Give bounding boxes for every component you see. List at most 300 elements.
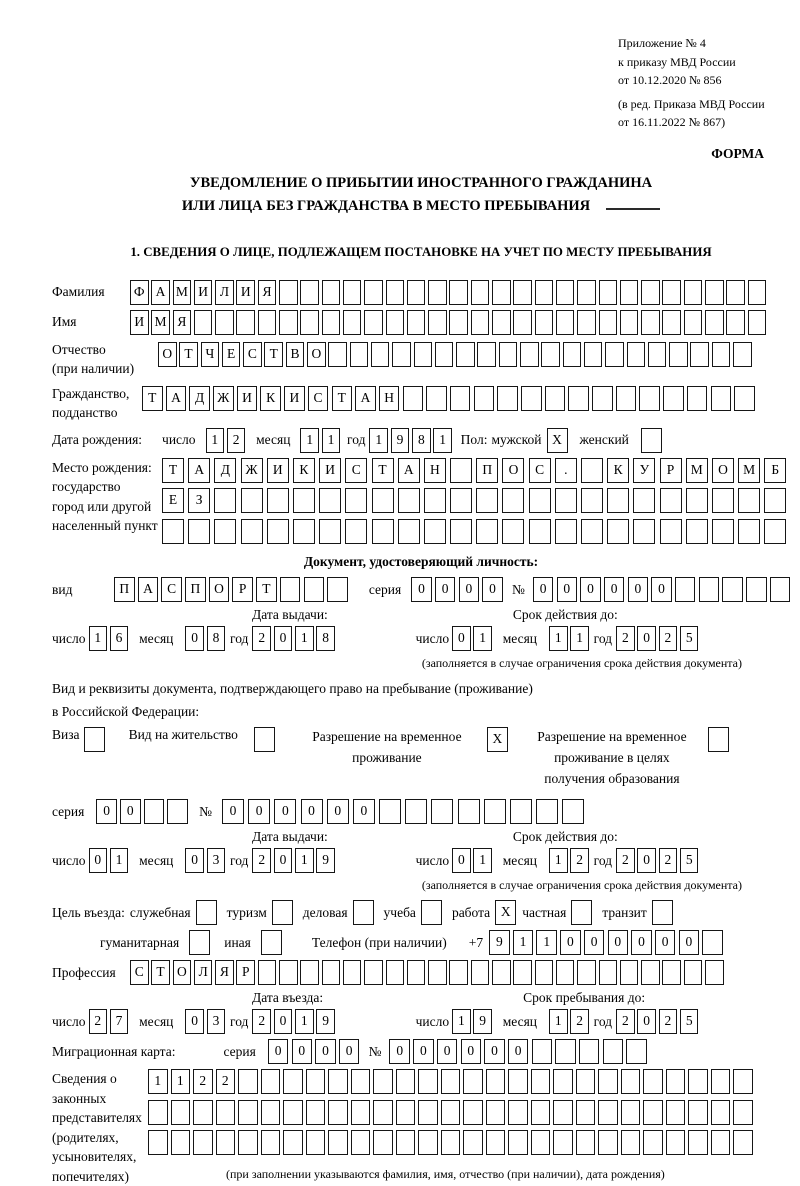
form-cell[interactable] <box>345 488 367 513</box>
form-cell[interactable] <box>463 1100 483 1125</box>
form-cell[interactable] <box>553 1069 573 1094</box>
form-cell[interactable] <box>343 280 362 305</box>
form-cell[interactable] <box>486 1130 506 1155</box>
form-cell[interactable] <box>463 1069 483 1094</box>
form-cell[interactable]: 1 <box>473 626 492 651</box>
form-cell[interactable] <box>216 1130 236 1155</box>
form-cell[interactable]: 0 <box>411 577 432 602</box>
form-cell[interactable] <box>319 519 341 544</box>
form-cell[interactable]: X <box>495 900 516 925</box>
form-cell[interactable]: С <box>243 342 262 367</box>
form-cell[interactable]: 2 <box>570 848 589 873</box>
form-cell[interactable]: С <box>345 458 367 483</box>
form-cell[interactable] <box>690 342 709 367</box>
form-cell[interactable] <box>171 1130 191 1155</box>
form-cell[interactable] <box>568 386 589 411</box>
form-cell[interactable] <box>577 280 596 305</box>
form-cell[interactable] <box>477 342 496 367</box>
form-cell[interactable]: 1 <box>452 1009 471 1034</box>
form-cell[interactable]: Т <box>332 386 353 411</box>
form-cell[interactable] <box>418 1130 438 1155</box>
form-cell[interactable] <box>563 342 582 367</box>
form-cell[interactable]: 1 <box>322 428 341 453</box>
form-cell[interactable] <box>414 342 433 367</box>
form-cell[interactable] <box>669 342 688 367</box>
form-cell[interactable] <box>167 799 188 824</box>
form-cell[interactable] <box>319 488 341 513</box>
form-cell[interactable] <box>711 1130 731 1155</box>
form-cell[interactable] <box>555 1039 576 1064</box>
form-cell[interactable]: 0 <box>222 799 244 824</box>
form-cell[interactable] <box>474 386 495 411</box>
form-cell[interactable]: О <box>158 342 177 367</box>
form-cell[interactable] <box>216 1100 236 1125</box>
form-cell[interactable]: 0 <box>452 626 471 651</box>
form-cell[interactable] <box>236 310 255 335</box>
form-cell[interactable] <box>499 342 518 367</box>
form-cell[interactable] <box>441 1100 461 1125</box>
form-cell[interactable] <box>194 310 213 335</box>
form-cell[interactable]: 2 <box>252 1009 271 1034</box>
form-cell[interactable] <box>261 930 282 955</box>
form-cell[interactable] <box>705 280 724 305</box>
form-cell[interactable]: Ч <box>201 342 220 367</box>
form-cell[interactable] <box>193 1100 213 1125</box>
form-cell[interactable] <box>476 488 498 513</box>
form-cell[interactable] <box>418 1069 438 1094</box>
form-cell[interactable] <box>196 900 217 925</box>
form-cell[interactable]: 2 <box>89 1009 108 1034</box>
form-cell[interactable]: 2 <box>659 1009 678 1034</box>
form-cell[interactable] <box>456 342 475 367</box>
form-cell[interactable] <box>531 1130 551 1155</box>
form-cell[interactable] <box>738 519 760 544</box>
form-cell[interactable] <box>626 1039 647 1064</box>
form-cell[interactable] <box>529 488 551 513</box>
form-cell[interactable]: 0 <box>274 799 296 824</box>
form-cell[interactable] <box>241 488 263 513</box>
form-cell[interactable]: И <box>237 386 258 411</box>
form-cell[interactable] <box>686 488 708 513</box>
form-cell[interactable] <box>633 519 655 544</box>
form-cell[interactable] <box>405 799 427 824</box>
form-cell[interactable] <box>279 310 298 335</box>
form-cell[interactable] <box>662 960 681 985</box>
form-cell[interactable]: 0 <box>482 577 503 602</box>
form-cell[interactable]: П <box>185 577 206 602</box>
form-cell[interactable]: 0 <box>327 799 349 824</box>
form-cell[interactable]: С <box>161 577 182 602</box>
form-cell[interactable] <box>663 386 684 411</box>
form-cell[interactable]: 2 <box>252 848 271 873</box>
form-cell[interactable] <box>556 310 575 335</box>
form-cell[interactable]: А <box>138 577 159 602</box>
form-cell[interactable]: 5 <box>680 848 699 873</box>
form-cell[interactable]: 0 <box>120 799 141 824</box>
form-cell[interactable] <box>293 488 315 513</box>
form-cell[interactable] <box>351 1069 371 1094</box>
form-cell[interactable]: И <box>319 458 341 483</box>
form-cell[interactable] <box>258 960 277 985</box>
form-cell[interactable] <box>571 900 592 925</box>
form-cell[interactable] <box>621 1100 641 1125</box>
form-cell[interactable] <box>407 310 426 335</box>
form-cell[interactable] <box>486 1069 506 1094</box>
form-cell[interactable]: А <box>355 386 376 411</box>
form-cell[interactable] <box>541 342 560 367</box>
form-cell[interactable]: Т <box>162 458 184 483</box>
form-cell[interactable]: 9 <box>316 848 335 873</box>
form-cell[interactable]: Т <box>264 342 283 367</box>
form-cell[interactable] <box>641 428 662 453</box>
form-cell[interactable]: 2 <box>252 626 271 651</box>
form-cell[interactable] <box>441 1069 461 1094</box>
form-cell[interactable]: 0 <box>301 799 323 824</box>
form-cell[interactable] <box>520 342 539 367</box>
form-cell[interactable] <box>407 280 426 305</box>
form-cell[interactable] <box>441 1130 461 1155</box>
form-cell[interactable] <box>396 1069 416 1094</box>
form-cell[interactable] <box>343 960 362 985</box>
form-cell[interactable]: 1 <box>295 626 314 651</box>
form-cell[interactable] <box>364 960 383 985</box>
form-cell[interactable] <box>343 310 362 335</box>
form-cell[interactable] <box>306 1130 326 1155</box>
form-cell[interactable]: 2 <box>193 1069 213 1094</box>
form-cell[interactable] <box>733 1130 753 1155</box>
form-cell[interactable] <box>328 1130 348 1155</box>
form-cell[interactable] <box>711 386 732 411</box>
form-cell[interactable]: 0 <box>459 577 480 602</box>
form-cell[interactable]: Е <box>162 488 184 513</box>
form-cell[interactable] <box>581 488 603 513</box>
form-cell[interactable]: 1 <box>300 428 319 453</box>
form-cell[interactable] <box>435 342 454 367</box>
form-cell[interactable] <box>373 1069 393 1094</box>
form-cell[interactable]: 1 <box>89 626 108 651</box>
form-cell[interactable]: 2 <box>616 848 635 873</box>
form-cell[interactable] <box>364 280 383 305</box>
form-cell[interactable]: Я <box>258 280 277 305</box>
form-cell[interactable] <box>353 900 374 925</box>
form-cell[interactable] <box>428 310 447 335</box>
form-cell[interactable]: О <box>307 342 326 367</box>
form-cell[interactable]: 0 <box>637 848 656 873</box>
form-cell[interactable] <box>508 1069 528 1094</box>
form-cell[interactable] <box>712 488 734 513</box>
form-cell[interactable]: Б <box>764 458 786 483</box>
form-cell[interactable] <box>418 1100 438 1125</box>
form-cell[interactable]: 2 <box>216 1069 236 1094</box>
form-cell[interactable] <box>386 310 405 335</box>
form-cell[interactable] <box>598 1100 618 1125</box>
form-cell[interactable] <box>616 386 637 411</box>
form-cell[interactable] <box>627 342 646 367</box>
form-cell[interactable] <box>450 386 471 411</box>
form-cell[interactable] <box>620 280 639 305</box>
form-cell[interactable] <box>148 1100 168 1125</box>
form-cell[interactable]: Ф <box>130 280 149 305</box>
form-cell[interactable] <box>300 280 319 305</box>
form-cell[interactable] <box>746 577 767 602</box>
form-cell[interactable] <box>513 960 532 985</box>
form-cell[interactable] <box>188 519 210 544</box>
form-cell[interactable] <box>584 342 603 367</box>
form-cell[interactable] <box>666 1130 686 1155</box>
form-cell[interactable] <box>261 1069 281 1094</box>
form-cell[interactable] <box>371 342 390 367</box>
form-cell[interactable] <box>327 577 348 602</box>
form-cell[interactable] <box>620 310 639 335</box>
form-cell[interactable]: И <box>267 458 289 483</box>
form-cell[interactable] <box>471 960 490 985</box>
form-cell[interactable] <box>702 930 723 955</box>
form-cell[interactable] <box>403 386 424 411</box>
form-cell[interactable]: Д <box>189 386 210 411</box>
form-cell[interactable] <box>652 900 673 925</box>
form-cell[interactable]: 0 <box>484 1039 505 1064</box>
form-cell[interactable] <box>598 1069 618 1094</box>
form-cell[interactable] <box>705 960 724 985</box>
form-cell[interactable]: 7 <box>110 1009 129 1034</box>
form-cell[interactable] <box>576 1130 596 1155</box>
form-cell[interactable]: Т <box>142 386 163 411</box>
form-cell[interactable] <box>599 310 618 335</box>
form-cell[interactable]: И <box>194 280 213 305</box>
form-cell[interactable]: 0 <box>604 577 625 602</box>
form-cell[interactable] <box>562 799 584 824</box>
form-cell[interactable] <box>148 1130 168 1155</box>
form-cell[interactable]: 3 <box>207 1009 226 1034</box>
form-cell[interactable] <box>300 310 319 335</box>
form-cell[interactable]: А <box>398 458 420 483</box>
form-cell[interactable] <box>535 280 554 305</box>
form-cell[interactable]: 2 <box>659 848 678 873</box>
form-cell[interactable]: З <box>188 488 210 513</box>
form-cell[interactable] <box>497 386 518 411</box>
form-cell[interactable] <box>666 1100 686 1125</box>
form-cell[interactable] <box>553 1100 573 1125</box>
form-cell[interactable] <box>529 519 551 544</box>
form-cell[interactable]: 1 <box>549 1009 568 1034</box>
form-cell[interactable]: 0 <box>452 848 471 873</box>
form-cell[interactable] <box>373 1100 393 1125</box>
form-cell[interactable]: 9 <box>489 930 510 955</box>
form-cell[interactable]: . <box>555 458 577 483</box>
form-cell[interactable] <box>579 1039 600 1064</box>
form-cell[interactable] <box>577 310 596 335</box>
form-cell[interactable]: 5 <box>680 626 699 651</box>
form-cell[interactable]: 0 <box>437 1039 458 1064</box>
form-cell[interactable] <box>471 310 490 335</box>
form-cell[interactable] <box>556 280 575 305</box>
form-cell[interactable] <box>238 1069 258 1094</box>
form-cell[interactable] <box>643 1069 663 1094</box>
form-cell[interactable] <box>712 519 734 544</box>
form-cell[interactable] <box>598 1130 618 1155</box>
form-cell[interactable] <box>684 310 703 335</box>
form-cell[interactable]: 0 <box>413 1039 434 1064</box>
form-cell[interactable]: О <box>712 458 734 483</box>
form-cell[interactable] <box>770 577 791 602</box>
form-cell[interactable]: 0 <box>461 1039 482 1064</box>
form-cell[interactable] <box>162 519 184 544</box>
form-cell[interactable] <box>254 727 275 752</box>
form-cell[interactable] <box>492 310 511 335</box>
form-cell[interactable] <box>214 488 236 513</box>
form-cell[interactable]: Я <box>215 960 234 985</box>
form-cell[interactable] <box>712 342 731 367</box>
form-cell[interactable] <box>492 280 511 305</box>
form-cell[interactable]: С <box>529 458 551 483</box>
form-cell[interactable] <box>373 1130 393 1155</box>
form-cell[interactable] <box>684 960 703 985</box>
form-cell[interactable] <box>639 386 660 411</box>
form-cell[interactable] <box>449 310 468 335</box>
form-cell[interactable]: 1 <box>148 1069 168 1094</box>
form-cell[interactable] <box>396 1100 416 1125</box>
form-cell[interactable] <box>581 519 603 544</box>
form-cell[interactable] <box>748 310 767 335</box>
form-cell[interactable] <box>144 799 165 824</box>
form-cell[interactable] <box>283 1130 303 1155</box>
form-cell[interactable]: А <box>151 280 170 305</box>
form-cell[interactable]: О <box>209 577 230 602</box>
form-cell[interactable] <box>328 342 347 367</box>
form-cell[interactable]: 8 <box>412 428 431 453</box>
form-cell[interactable] <box>450 519 472 544</box>
form-cell[interactable] <box>396 1130 416 1155</box>
form-cell[interactable] <box>322 960 341 985</box>
form-cell[interactable]: 0 <box>274 848 293 873</box>
form-cell[interactable] <box>463 1130 483 1155</box>
form-cell[interactable] <box>450 488 472 513</box>
form-cell[interactable]: С <box>130 960 149 985</box>
form-cell[interactable] <box>576 1100 596 1125</box>
form-cell[interactable]: 0 <box>435 577 456 602</box>
form-cell[interactable] <box>513 310 532 335</box>
form-cell[interactable]: 0 <box>274 626 293 651</box>
form-cell[interactable]: 1 <box>536 930 557 955</box>
form-cell[interactable]: Р <box>236 960 255 985</box>
form-cell[interactable] <box>398 488 420 513</box>
form-cell[interactable]: 1 <box>206 428 225 453</box>
form-cell[interactable] <box>171 1100 191 1125</box>
form-cell[interactable] <box>293 519 315 544</box>
form-cell[interactable] <box>189 930 210 955</box>
form-cell[interactable] <box>424 488 446 513</box>
form-cell[interactable] <box>350 342 369 367</box>
form-cell[interactable] <box>711 1100 731 1125</box>
form-cell[interactable]: 6 <box>110 626 129 651</box>
form-cell[interactable] <box>521 386 542 411</box>
form-cell[interactable]: 0 <box>292 1039 313 1064</box>
form-cell[interactable]: 0 <box>580 577 601 602</box>
form-cell[interactable] <box>238 1100 258 1125</box>
form-cell[interactable]: К <box>260 386 281 411</box>
form-cell[interactable]: Н <box>379 386 400 411</box>
form-cell[interactable] <box>283 1100 303 1125</box>
form-cell[interactable] <box>484 799 506 824</box>
form-cell[interactable] <box>280 577 301 602</box>
form-cell[interactable]: У <box>633 458 655 483</box>
form-cell[interactable] <box>545 386 566 411</box>
form-cell[interactable] <box>641 960 660 985</box>
form-cell[interactable] <box>532 1039 553 1064</box>
form-cell[interactable]: Я <box>173 310 192 335</box>
form-cell[interactable]: К <box>607 458 629 483</box>
form-cell[interactable] <box>726 280 745 305</box>
form-cell[interactable] <box>581 458 603 483</box>
form-cell[interactable] <box>513 280 532 305</box>
form-cell[interactable]: 0 <box>637 1009 656 1034</box>
form-cell[interactable] <box>486 1100 506 1125</box>
form-cell[interactable]: 2 <box>616 626 635 651</box>
form-cell[interactable] <box>699 577 720 602</box>
form-cell[interactable] <box>633 488 655 513</box>
form-cell[interactable] <box>306 1100 326 1125</box>
form-cell[interactable] <box>641 310 660 335</box>
form-cell[interactable]: В <box>286 342 305 367</box>
form-cell[interactable] <box>386 280 405 305</box>
form-cell[interactable]: 1 <box>295 1009 314 1034</box>
form-cell[interactable]: К <box>293 458 315 483</box>
form-cell[interactable] <box>748 280 767 305</box>
form-cell[interactable]: 0 <box>339 1039 360 1064</box>
form-cell[interactable]: Т <box>179 342 198 367</box>
form-cell[interactable] <box>553 1130 573 1155</box>
form-cell[interactable] <box>607 519 629 544</box>
form-cell[interactable] <box>662 280 681 305</box>
form-cell[interactable] <box>687 386 708 411</box>
form-cell[interactable] <box>555 488 577 513</box>
form-cell[interactable]: 0 <box>268 1039 289 1064</box>
form-cell[interactable]: М <box>173 280 192 305</box>
form-cell[interactable]: 1 <box>473 848 492 873</box>
form-cell[interactable] <box>502 519 524 544</box>
form-cell[interactable] <box>764 488 786 513</box>
form-cell[interactable]: Т <box>372 458 394 483</box>
form-cell[interactable] <box>267 519 289 544</box>
form-cell[interactable] <box>449 280 468 305</box>
form-cell[interactable] <box>733 1100 753 1125</box>
form-cell[interactable] <box>471 280 490 305</box>
form-cell[interactable]: 0 <box>560 930 581 955</box>
form-cell[interactable]: 0 <box>637 626 656 651</box>
form-cell[interactable]: 0 <box>608 930 629 955</box>
form-cell[interactable]: Р <box>660 458 682 483</box>
form-cell[interactable]: 0 <box>389 1039 410 1064</box>
form-cell[interactable] <box>607 488 629 513</box>
form-cell[interactable] <box>215 310 234 335</box>
form-cell[interactable] <box>510 799 532 824</box>
form-cell[interactable]: 0 <box>353 799 375 824</box>
form-cell[interactable]: X <box>547 428 568 453</box>
form-cell[interactable] <box>306 1069 326 1094</box>
form-cell[interactable] <box>458 799 480 824</box>
form-cell[interactable] <box>733 342 752 367</box>
form-cell[interactable]: 0 <box>508 1039 529 1064</box>
form-cell[interactable]: 0 <box>533 577 554 602</box>
form-cell[interactable] <box>531 1069 551 1094</box>
form-cell[interactable]: О <box>173 960 192 985</box>
form-cell[interactable]: 0 <box>89 848 108 873</box>
form-cell[interactable]: Ж <box>213 386 234 411</box>
form-cell[interactable]: 0 <box>631 930 652 955</box>
form-cell[interactable] <box>431 799 453 824</box>
form-cell[interactable] <box>502 488 524 513</box>
form-cell[interactable]: 2 <box>659 626 678 651</box>
